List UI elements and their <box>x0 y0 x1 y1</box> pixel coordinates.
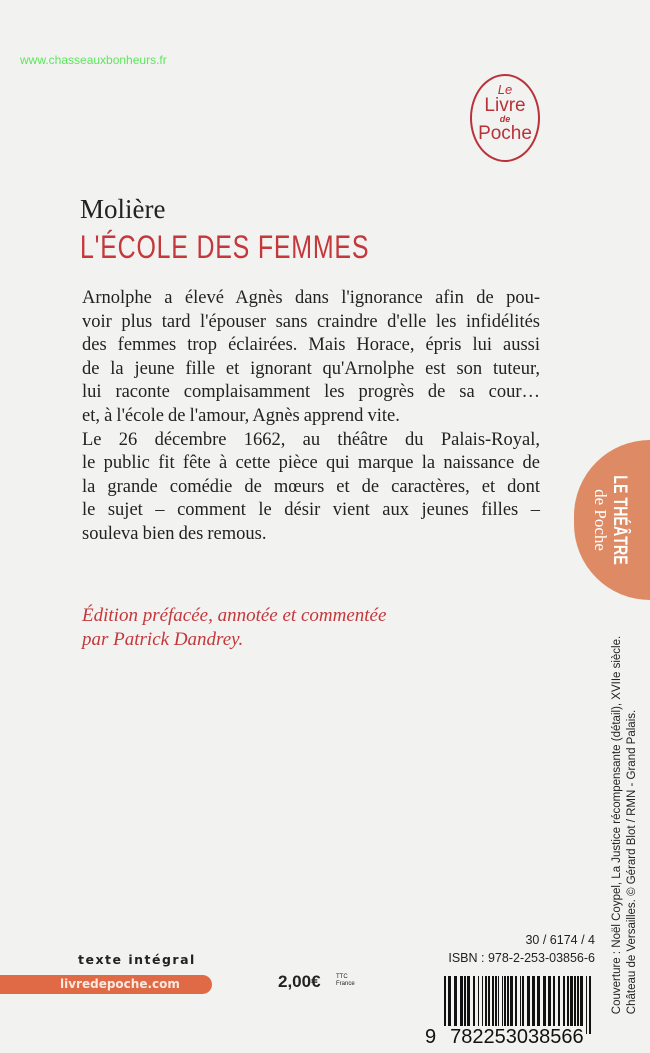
badge-line2: de Poche <box>590 489 610 551</box>
badge-line1: LE THÉÂTRE <box>608 475 630 565</box>
edition-credit-line: Édition préfacée, annotée et commentée <box>82 605 387 626</box>
summary-line: le public fit fête à cette pièce qui marque la naissance de <box>82 453 540 474</box>
website-link[interactable]: livredepoche.com <box>0 975 212 994</box>
summary <box>82 287 540 547</box>
summary-line: de la jeune fille et ignorant qu'Arnolphe est son tuteur, <box>82 358 540 379</box>
summary-line: lui raconte complaisamment les progrès de sa cour… <box>82 382 540 403</box>
book-title: L'ÉCOLE DES FEMMES <box>80 229 370 265</box>
isbn: ISBN : 978-2-253-03856-6 <box>448 951 595 965</box>
logo-poche: Poche <box>478 123 532 144</box>
price-tax-note <box>336 974 355 988</box>
cover-credit <box>605 625 645 1025</box>
barcode-number: 782253038566 <box>450 1026 584 1048</box>
author: Molière <box>80 194 166 224</box>
country-label: France <box>336 981 355 987</box>
texte-integral-label: texte intégral <box>78 952 196 967</box>
summary-line: et, à l'école de l'amour, Agnès apprend vite. <box>82 405 400 426</box>
summary-line: Arnolphe a élevé Agnès dans l'ignorance afin de pou- <box>82 288 540 308</box>
edition-credit-line: par Patrick Dandrey. <box>82 629 244 650</box>
summary-line: la grande comédie de mœurs et de caractères, et dont <box>82 476 540 497</box>
summary-line: Le 26 décembre 1662, au théâtre du Palais-Royal, <box>82 429 540 450</box>
barcode-bar <box>589 976 591 1034</box>
logo-le: Le <box>497 82 513 97</box>
summary-line: souleva bien des remous. <box>82 523 267 544</box>
barcode-bar <box>586 976 587 1034</box>
summary-line: le sujet – comment le désir vient aux jeunes filles – <box>82 500 540 521</box>
logo-livre: Livre <box>484 95 526 116</box>
cover-credit-line: Couverture : Noël Coypel, La Justice récompensante (détail), XVIIe siècle. <box>611 635 623 1015</box>
collection-badge-text <box>580 455 640 585</box>
logo-de: de <box>499 114 511 124</box>
barcode-first-digit: 9 <box>425 1026 437 1048</box>
ttc-label: TTC <box>336 974 348 980</box>
watermark-url: www.chasseauxbonheurs.fr <box>20 53 167 67</box>
edition-credit <box>82 604 386 652</box>
price: 2,00€ <box>278 972 321 991</box>
cover-credit-line: Château de Versailles. © Gérard Blot / RMN - Grand Palais. <box>626 709 638 1015</box>
summary-line: des femmes trop éclairées. Mais Horace, épris lui aussi <box>82 335 540 356</box>
catalog-code: 30 / 6174 / 4 <box>525 933 595 947</box>
barcode-digits <box>425 1026 584 1049</box>
livre-de-poche-logo <box>470 74 540 162</box>
summary-line: voir plus tard l'épouser sans craindre d'elle les infidélités <box>82 311 540 332</box>
